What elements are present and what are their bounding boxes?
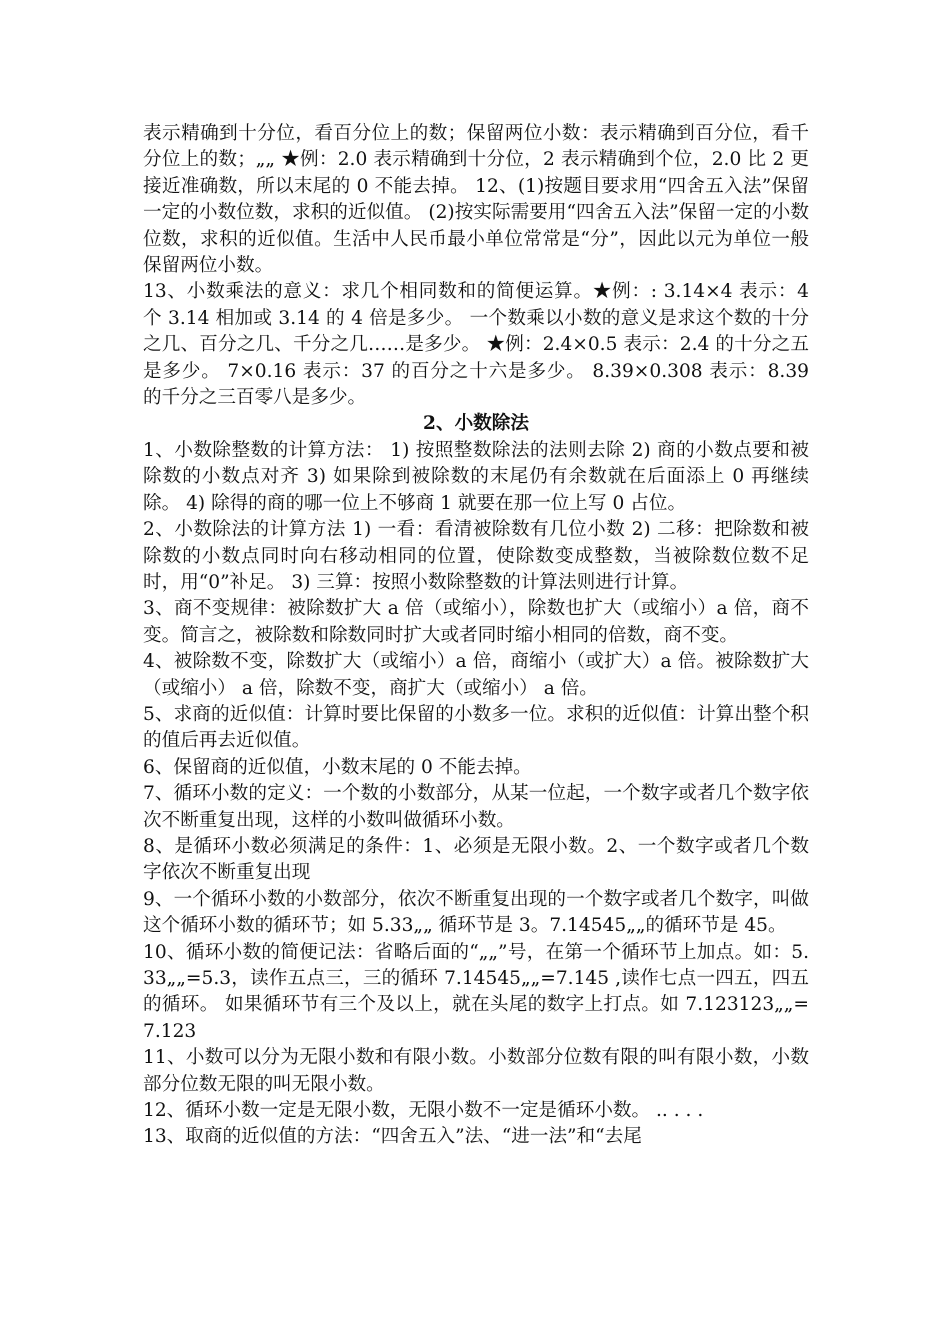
section-heading: 2、小数除法 xyxy=(423,413,529,435)
paragraph-10: 10、循环小数的简便记法：省略后面的“„„”号，在第一个循环节上加点。如：5.33„„=5.3，读作五点三，三的循环 7.14545„„=7.145 ,读作七点一四五，四五的循环。 如果循环节有三个及以上，就在头尾的数字上打点。如 7.123123„„=7.123 xyxy=(143,941,809,1042)
paragraph-9: 9、一个循环小数的小数部分，依次不断重复出现的一个数字或者几个数字，叫做这个循环小数的循环节；如 5.33„„ 循环节是 3。7.14545„„的循环节是 45。 xyxy=(143,888,809,937)
paragraph-intro-1: 表示精确到十分位，看百分位上的数；保留两位小数：表示精确到百分位，看千分位上的数；„„ ★例：2.0 表示精确到十分位，2 表示精确到个位，2.0 比 2 更接近准确数，所以末尾的 0 不能去掉。 12、(1)按题目要求用“四舍五入法”保留一定的小数位数，求积的近似值。 (2)按实际需要用“四舍五入法”保留一定的小数位数，求积的近似值。生活中人民币最小单位常常是“分”，因此以元为单位一般保留两位小数。 xyxy=(143,123,809,277)
paragraph-13: 13、取商的近似值的方法：“四舍五入”法、“进一法”和“去尾 xyxy=(143,1126,642,1148)
paragraph-11: 11、小数可以分为无限小数和有限小数。小数部分位数有限的叫有限小数，小数部分位数无限的叫无限小数。 xyxy=(143,1047,809,1095)
paragraph-1: 1、小数除整数的计算方法： 1) 按照整数除法的法则去除 2) 商的小数点要和被除数的小数点对齐 3) 如果除到被除数的末尾仍有余数就在后面添上 0 再继续除。 4) 除得的商的哪一位上不够商 1 就要在那一位上写 0 占位。 xyxy=(143,439,809,514)
paragraph-6: 6、保留商的近似值，小数末尾的 0 不能去掉。 xyxy=(143,756,532,778)
paragraph-5: 5、求商的近似值：计算时要比保留的小数多一位。求积的近似值：计算出整个积的值后再去近似值。 xyxy=(143,703,809,752)
paragraph-4: 4、被除数不变，除数扩大（或缩小）a 倍，商缩小（或扩大）a 倍。被除数扩大（或缩小） a 倍，除数不变，商扩大（或缩小） a 倍。 xyxy=(143,651,809,699)
paragraph-2: 2、小数除法的计算方法 1) 一看：看清被除数有几位小数 2) 二移：把除数和被除数的小数点同时向右移动相同的位置，使除数变成整数，当被除数位数不足时，用“0”补足。 3) 三算：按照小数除整数的计算法则进行计算。 xyxy=(143,519,809,593)
paragraph-12: 12、循环小数一定是无限小数，无限小数不一定是循环小数。 .. . . . xyxy=(143,1100,704,1122)
paragraph-7: 7、循环小数的定义：一个数的小数部分，从某一位起，一个数字或者几个数字依次不断重复出现，这样的小数叫做循环小数。 xyxy=(143,783,809,831)
paragraph-intro-2: 13、小数乘法的意义：求几个相同数和的简便运算。★例：: 3.14×4 表示：4 个 3.14 相加或 3.14 的 4 倍是多少。 一个数乘以小数的意义是求这个数的十分之几、百分之几、千分之几……是多少。 ★例：2.4×0.5 表示：2.4 的十分之五是多少。 7×0.16 表示：37 的百分之十六是多少。 8.39×0.308 表示：8.39 的千分之三百零八是多少。 xyxy=(143,281,809,409)
paragraph-3: 3、商不变规律：被除数扩大 a 倍（或缩小），除数也扩大（或缩小）a 倍，商不变。简言之，被除数和除数同时扩大或者同时缩小相同的倍数，商不变。 xyxy=(143,598,809,646)
document-page xyxy=(143,121,809,1151)
paragraph-8: 8、是循环小数必须满足的条件：1、必须是无限小数。2、一个数字或者几个数字依次不断重复出现 xyxy=(143,835,809,884)
